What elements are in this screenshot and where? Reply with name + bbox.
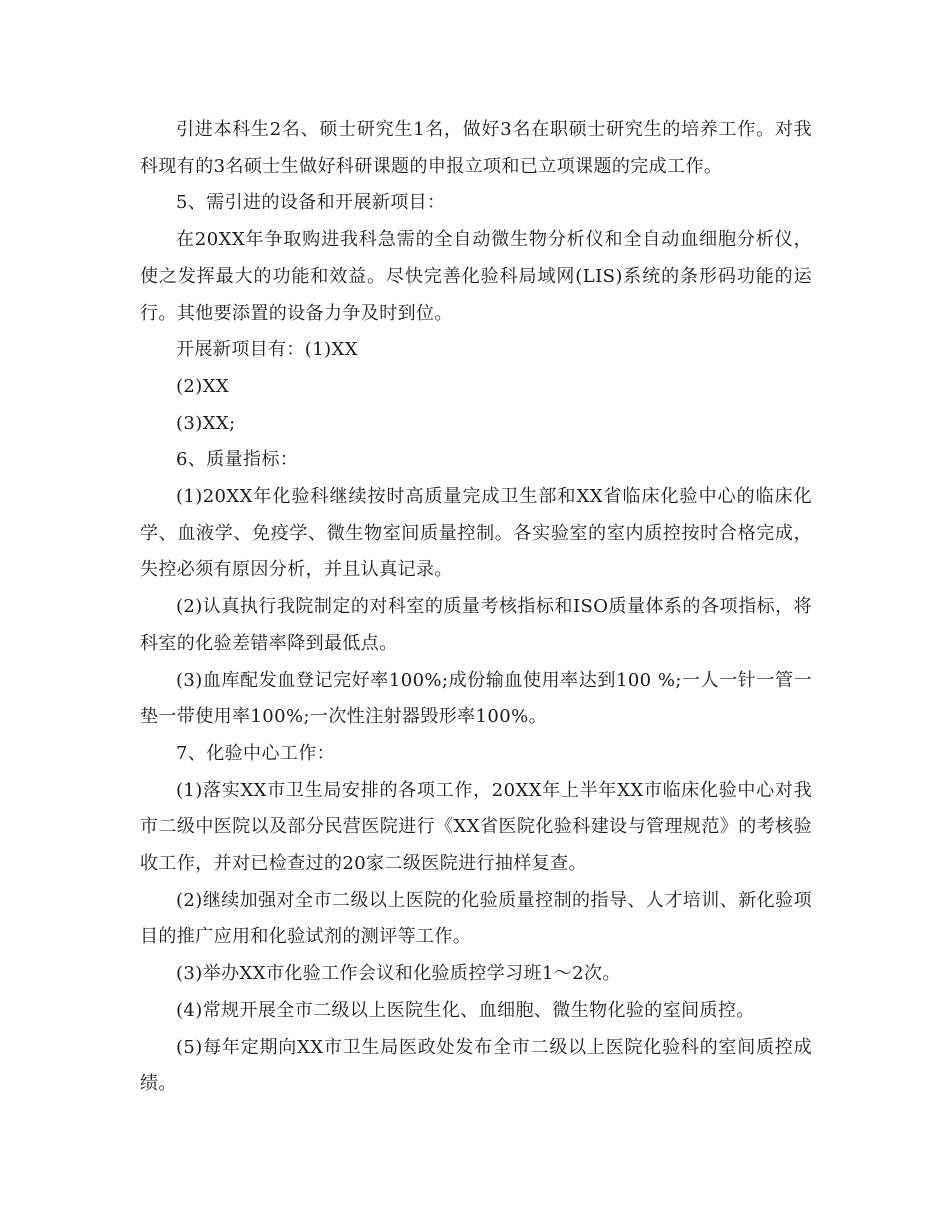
paragraph-new-projects-2: (2)XX <box>176 375 230 397</box>
document-body <box>140 112 812 1103</box>
heading-quality-indicators: 6、质量指标： <box>176 449 299 471</box>
paragraph-center-5: (5)每年定期向XX市卫生局医政处发布全市二级以上医院化验科的室间质控成绩。 <box>140 1036 812 1095</box>
paragraph-center-4: (4)常规开展全市二级以上医院生化、血细胞、微生物化验的室间质控。 <box>176 999 755 1021</box>
paragraph-center-2: (2)继续加强对全市二级以上医院的化验质量控制的指导、人才培训、新化验项目的推广应用和化验试剂的测评等工作。 <box>140 889 812 948</box>
heading-equipment-new-projects: 5、需引进的设备和开展新项目： <box>176 192 446 214</box>
paragraph-center-3: (3)举办XX市化验工作会议和化验质控学习班1～2次。 <box>176 963 621 985</box>
paragraph-quality-2: (2)认真执行我院制定的对科室的质量考核指标和ISO质量体系的各项指标，将科室的化验差错率降到最低点。 <box>140 596 812 654</box>
paragraph-equipment-purchase: 在20XX年争取购进我科急需的全自动微生物分析仪和全自动血细胞分析仪，使之发挥最大的功能和效益。尽快完善化验科局域网(LIS)系统的条形码功能的运行。其他要添置的设备力争及时到位。 <box>140 229 812 324</box>
paragraph-new-projects-1: 开展新项目有：(1)XX <box>176 339 358 361</box>
paragraph-new-projects-3: (3)XX; <box>176 412 236 434</box>
paragraph-quality-1: (1)20XX年化验科继续按时高质量完成卫生部和XX省临床化验中心的临床化学、血液学、免疫学、微生物室间质量控制。各实验室的室内质控按时合格完成，失控必须有原因分析，并且认真记录。 <box>140 486 812 581</box>
paragraph-quality-3: (3)血库配发血登记完好率100%;成份输血使用率达到100 %;一人一针一管一垫一带使用率100%;一次性注射器毁形率100%。 <box>140 669 812 728</box>
heading-lab-center-work: 7、化验中心工作： <box>176 742 336 764</box>
paragraph-postgraduate-training: 引进本科生2名、硕士研究生1名，做好3名在职硕士研究生的培养工作。对我科现有的3名硕士生做好科研课题的申报立项和已立项课题的完成工作。 <box>140 119 812 177</box>
paragraph-center-1: (1)落实XX市卫生局安排的各项工作，20XX年上半年XX市临床化验中心对我市二级中医院以及部分民营医院进行《XX省医院化验科建设与管理规范》的考核验收工作，并对已检查过的20家二级医院进行抽样复查。 <box>140 779 812 875</box>
